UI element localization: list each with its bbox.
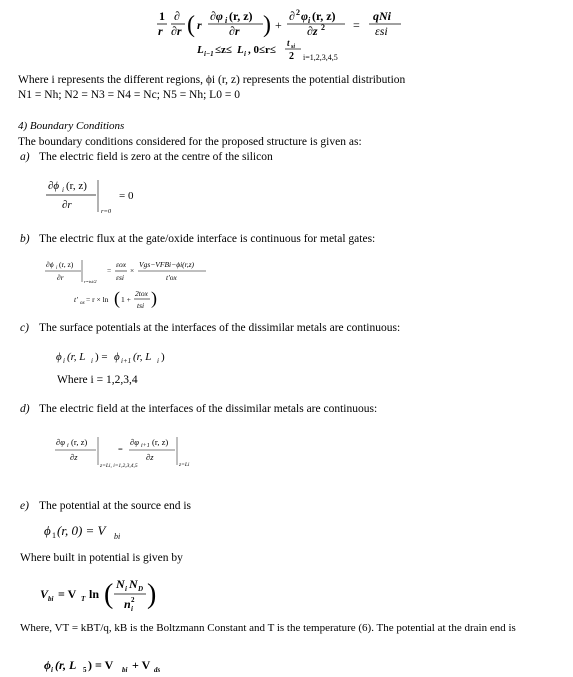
svg-text:i+1: i+1 [141, 443, 150, 449]
svg-text:i: i [67, 443, 69, 449]
equation-e [42, 518, 152, 544]
svg-text:×: × [130, 266, 135, 275]
regions-note: Where i represents the different regions, ϕi (r, z) represents the potential distribution [18, 74, 406, 86]
svg-text:r: r [158, 24, 163, 38]
svg-text:tsi: tsi [137, 301, 145, 310]
svg-text:) = V: ) = V [88, 658, 114, 672]
svg-text:∂ϕ: ∂ϕ [48, 180, 60, 192]
builtin-intro: Where built in potential is given by [20, 552, 183, 564]
svg-text:∂z: ∂z [307, 24, 318, 38]
svg-text:i−1: i−1 [204, 50, 214, 58]
equation-a [44, 178, 164, 218]
svg-text:∂φ: ∂φ [130, 437, 139, 447]
item-c-label: c) [20, 322, 29, 334]
svg-text:) =: ) = [95, 351, 108, 363]
svg-text:φ: φ [301, 9, 309, 23]
svg-text:∂ϕ: ∂ϕ [46, 260, 54, 269]
svg-text:(r, z): (r, z) [71, 437, 88, 447]
svg-text:qNi: qNi [373, 9, 391, 23]
svg-text:z=Li: z=Li [179, 462, 190, 468]
intro-text: The boundary conditions considered for the proposed structure is given as: [18, 136, 362, 148]
section-heading: 4) Boundary Conditions [18, 120, 125, 132]
equation-c [54, 345, 174, 367]
svg-text:N: N [129, 577, 138, 591]
item-a-text: The electric field is zero at the centre of the silicon [39, 151, 273, 163]
svg-text:(r, L: (r, L [133, 351, 152, 363]
item-b-text: The electric flux at the gate/oxide interface is continuous for metal gates: [39, 233, 376, 245]
svg-text:∂φ: ∂φ [56, 437, 65, 447]
svg-text:i: i [62, 186, 64, 194]
svg-text:+ V: + V [132, 658, 151, 672]
svg-text:ϕ: ϕ [44, 523, 51, 538]
svg-text:i: i [51, 666, 53, 674]
svg-text:t′ox: t′ox [166, 273, 177, 282]
svg-text:2tox: 2tox [135, 289, 148, 298]
svg-text:i=1,2,3,4,5: i=1,2,3,4,5 [303, 53, 338, 62]
drain-equation [42, 654, 212, 676]
svg-text:∂r: ∂r [57, 273, 64, 282]
svg-text:r=0: r=0 [101, 208, 112, 215]
item-a-label: a) [20, 151, 30, 163]
builtin-potential-equation [38, 574, 188, 616]
svg-text:i: i [125, 585, 127, 593]
svg-text:1: 1 [52, 531, 56, 540]
svg-text:): ) [147, 579, 157, 610]
svg-text:N: N [116, 577, 125, 591]
svg-text:(: ( [187, 12, 195, 38]
where-i-note: Where i = 1,2,3,4 [57, 374, 138, 386]
svg-text:z=Li, i=1,2,3,4,5: z=Li, i=1,2,3,4,5 [100, 463, 138, 469]
svg-text:L: L [237, 44, 244, 56]
svg-text:i: i [244, 50, 246, 58]
svg-text:(r, z): (r, z) [312, 9, 336, 23]
svg-text:∂r: ∂r [62, 199, 72, 211]
svg-text:ϕ: ϕ [114, 351, 120, 363]
svg-text:∂z: ∂z [70, 452, 78, 462]
svg-text:∂: ∂ [289, 9, 295, 23]
svg-text:bi: bi [114, 532, 121, 541]
svg-text:ln: ln [89, 587, 100, 601]
svg-text:(r, z): (r, z) [152, 437, 169, 447]
svg-text:∂r: ∂r [229, 24, 240, 38]
svg-text:2: 2 [321, 23, 325, 32]
svg-text:n: n [124, 597, 131, 611]
svg-text:i: i [308, 16, 311, 25]
svg-text:D: D [138, 585, 144, 593]
svg-text:t′: t′ [74, 295, 78, 304]
item-d-label: d) [20, 403, 30, 415]
poisson-equation [155, 6, 415, 68]
svg-text:=: = [353, 18, 360, 32]
item-b-label: b) [20, 233, 30, 245]
svg-text:si: si [291, 44, 296, 50]
svg-text:r: r [197, 18, 202, 32]
svg-text:1: 1 [159, 9, 165, 23]
svg-text:i: i [63, 357, 65, 365]
svg-text:i+1: i+1 [121, 357, 132, 365]
svg-text:ϕ: ϕ [56, 351, 62, 363]
item-e-label: e) [20, 500, 29, 512]
svg-text:(r, L: (r, L [55, 658, 77, 672]
svg-text:εsi: εsi [116, 273, 124, 282]
svg-text:(r, z): (r, z) [229, 9, 253, 23]
svg-text:i: i [56, 266, 58, 271]
svg-text:∂φ: ∂φ [210, 9, 223, 23]
svg-text:): ) [161, 351, 165, 363]
svg-text:i: i [131, 605, 133, 613]
svg-text:L: L [197, 44, 204, 56]
svg-text:2: 2 [296, 8, 300, 17]
svg-text:2: 2 [289, 51, 294, 62]
svg-text:≤z≤: ≤z≤ [215, 44, 232, 56]
svg-text:t: t [287, 38, 290, 48]
doping-note: N1 = Nh; N2 = N3 = N4 = Nc; N5 = Nh; L0 = 0 [18, 89, 240, 101]
svg-text:ds: ds [154, 666, 161, 674]
item-e-text: The potential at the source end is [39, 500, 192, 512]
svg-text:V: V [40, 587, 49, 601]
svg-text:ϕ: ϕ [44, 658, 51, 672]
svg-text:(: ( [104, 579, 114, 610]
svg-text:, 0≤r≤: , 0≤r≤ [248, 44, 276, 56]
svg-text:(r, L: (r, L [67, 351, 86, 363]
svg-text:2: 2 [131, 596, 135, 604]
svg-text:= 0: = 0 [119, 190, 134, 202]
svg-text:(r, z): (r, z) [66, 180, 87, 192]
svg-text:(: ( [114, 288, 120, 308]
svg-text:=: = [107, 266, 112, 275]
equation-d [54, 435, 194, 477]
svg-text:εox: εox [116, 260, 127, 269]
svg-text:+: + [275, 18, 282, 32]
svg-text:∂z: ∂z [146, 452, 154, 462]
svg-text:): ) [151, 288, 157, 308]
svg-text:): ) [263, 12, 271, 38]
svg-text:=: = [118, 444, 123, 454]
svg-text:i: i [225, 16, 228, 25]
svg-text:i: i [91, 357, 93, 365]
svg-text:1 +: 1 + [121, 295, 131, 304]
equation-b [44, 258, 219, 316]
svg-text:(r, z): (r, z) [59, 260, 74, 269]
svg-text:(r, 0) = V: (r, 0) = V [57, 523, 106, 538]
svg-text:= r × ln: = r × ln [86, 295, 109, 304]
svg-text:Vgs−VFBi−ϕi(r,z): Vgs−VFBi−ϕi(r,z) [139, 260, 195, 269]
svg-text:ox: ox [80, 301, 85, 306]
svg-text:= V: = V [58, 587, 77, 601]
svg-text:bi: bi [48, 595, 54, 603]
svg-text:T: T [81, 595, 86, 603]
item-c-text: The surface potentials at the interfaces of the dissimilar metals are continuous: [39, 322, 401, 334]
vt-note: Where, VT = kBT/q, kB is the Boltzmann Constant and T is the temperature (6). The potential at the drain end is [20, 622, 516, 634]
item-d-text: The electric field at the interfaces of the dissimilar metals are continuous: [39, 403, 378, 415]
svg-text:r=tsi/2: r=tsi/2 [84, 279, 97, 284]
svg-text:∂r: ∂r [171, 24, 182, 38]
svg-text:5: 5 [83, 666, 87, 674]
svg-text:∂: ∂ [174, 9, 180, 23]
svg-text:i: i [157, 357, 159, 365]
svg-text:bi: bi [122, 666, 128, 674]
svg-text:εsi: εsi [375, 24, 388, 38]
